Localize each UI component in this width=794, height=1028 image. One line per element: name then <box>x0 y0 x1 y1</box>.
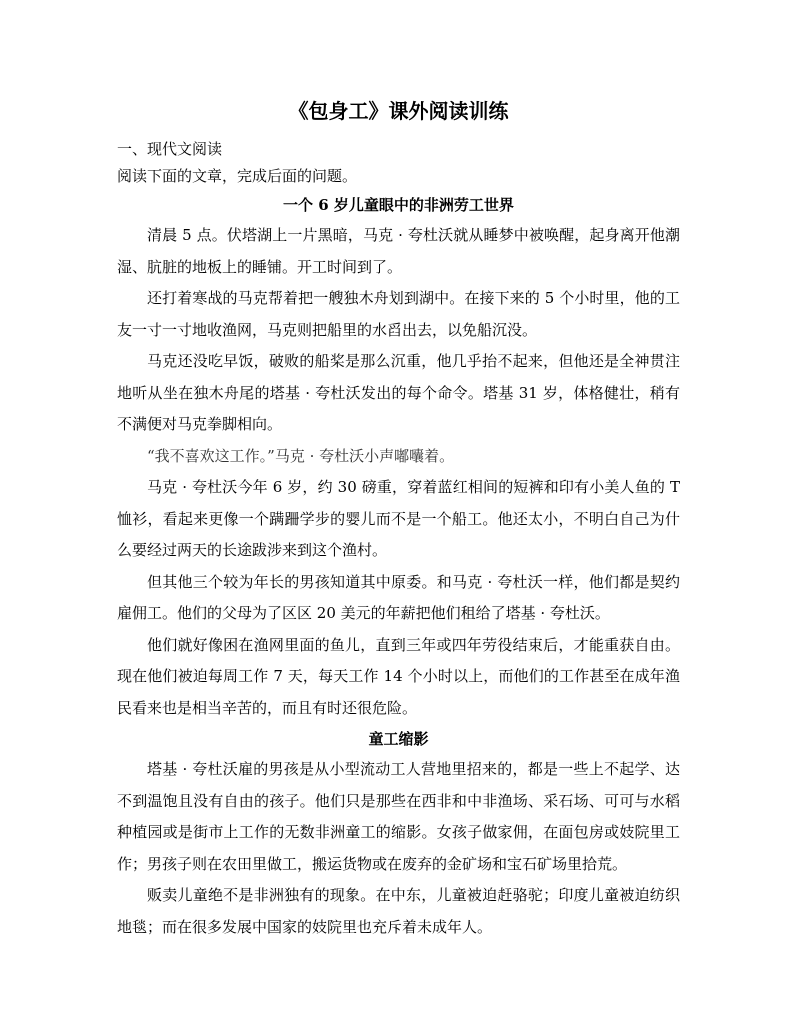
article-paragraph: 贩卖儿童绝不是非洲独有的现象。在中东，儿童被迫赶骆驼；印度儿童被迫纺织地毯；而在很多发展中国家的妓院里也充斥着未成年人。 <box>117 886 680 936</box>
article-paragraph: 但其他三个较为年长的男孩知道其中原委。和马克 · 夸杜沃一样，他们都是契约雇佣工。他们的父母为了区区 20 美元的年薪把他们租给了塔基 · 夸杜沃。 <box>117 572 680 622</box>
article-title: 一个 6 岁儿童眼中的非洲劳工世界 <box>283 196 514 214</box>
instruction-text: 阅读下面的文章，完成后面的问题。 <box>117 167 358 185</box>
article-paragraph: 马克还没吃早饭，破败的船桨是那么沉重，他几乎抬不起来，但他还是全神贯注地听从坐在独木舟尾的塔基 · 夸杜沃发出的每个命令。塔基 31 岁，体格健壮，稍有不满便对马克拳脚相向。 <box>117 352 680 433</box>
article-paragraph: 马克 · 夸杜沃今年 6 岁，约 30 磅重，穿着蓝红相间的短裤和印有小美人鱼的 T 恤衫，看起来更像一个蹒跚学步的婴儿而不是一个船工。他还太小，不明白自己为什么要经过两天的长途跋涉来到这个渔村。 <box>117 478 680 559</box>
article-paragraph: 还打着寒战的马克帮着把一艘独木舟划到湖中。在接下来的 5 个小时里，他的工友一寸一寸地收渔网，马克则把船里的水舀出去，以免船沉没。 <box>117 289 680 339</box>
section-label: 一、现代文阅读 <box>117 140 223 158</box>
article-subheading: 童工缩影 <box>368 730 429 748</box>
article-paragraph: 塔基 · 夸杜沃雇的男孩是从小型流动工人营地里招来的，都是一些上不起学、达不到温饱且没有自由的孩子。他们只是那些在西非和中非渔场、采石场、可可与水稻种植园或是街市上工作的无数非洲童工的缩影。女孩子做家佣，在面包房或妓院里工作；男孩子则在农田里做工，搬运货物或在废弃的金矿场和宝石矿场里拾荒。 <box>117 760 680 873</box>
article-paragraph: 他们就好像困在渔网里面的鱼儿，直到三年或四年劳役结束后，才能重获自由。现在他们被迫每周工作 7 天，每天工作 14 个小时以上，而他们的工作甚至在成年渔民看来也是相当辛苦的，而且有时还很危险。 <box>117 635 680 717</box>
document-title: 《包身工》课外阅读训练 <box>288 99 509 123</box>
article-quote: “我不喜欢这工作。”马克 · 夸杜沃小声嘟囔着。 <box>147 446 455 465</box>
article-paragraph: 清晨 5 点。伏塔湖上一片黑暗，马克 · 夸杜沃就从睡梦中被唤醒，起身离开他潮湿、肮脏的地板上的睡铺。开工时间到了。 <box>117 226 680 276</box>
